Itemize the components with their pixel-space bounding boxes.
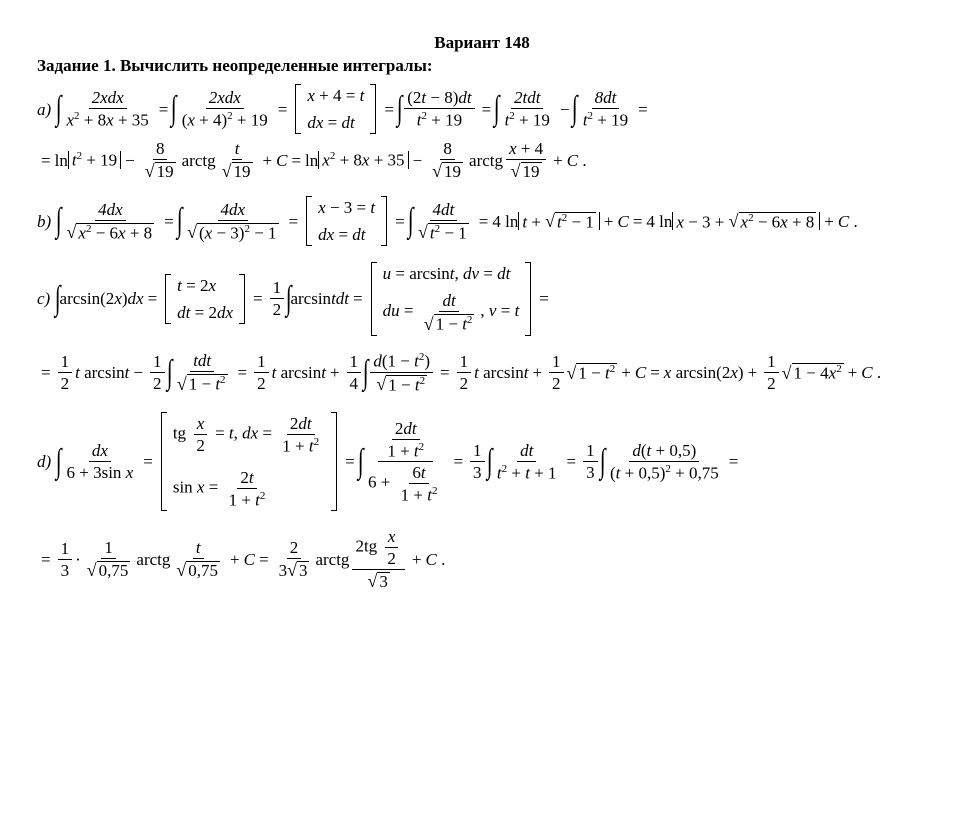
label-b: b)	[37, 211, 52, 231]
page-title: Вариант 148	[434, 33, 530, 52]
label-a: a)	[37, 99, 52, 119]
item-c-line1: c) ∫ arcsin(2 x ) dx = t = 2x dt = 2dx = $\frac{1}{2}$ ∫ arcsin tdt = u = arcsint, dv = dt du = dt √ $1 - t^2$ , v = t =	[37, 264, 549, 334]
task-heading: Задание 1. Вычислить неопределенные интегралы:	[37, 56, 433, 75]
item-d-line1: d) ∫ $\frac{dx}{\text{6 + 3sin x}}$ = tg $\frac{x}{2}$ = t, dx = $\frac{2dt}{1 + t^2}$ sin x = $\frac{2t}{1 + t^2}$ = ∫ $\frac{2dt}{1 + t^2}$ 6 + $\frac{6t}{1 + t^2}$ = $\frac{1}{3}$ ∫ $\frac{dt}{t^2 + t + 1}$ = $\frac{1}{3}$ ∫ $\frac{d(t + 0,5)}{(t + 0,5)^2 + 0,75}$ =	[37, 414, 739, 510]
item-a-line1: a) ∫ 2xdx $x^2 + 8x + 35$ = ∫ 2xdx $(x + 4)^2 + 19$ = x + 4 = t dx = dt = ∫ $\frac{(2t - 8)dt}{t^2 + 19}$ = ∫ 2tdt $t^2 + 19$ − ∫ $\frac{8dt}{t^2 + 19}$ =	[37, 86, 648, 132]
item-a-line2: = ln $t^2 + 19$ − 8 √ 19 arctg t √ 19 + C = ln $x^2 + 8x + 35$ − 8 √ 19 arctg x + 4 √ 19 + C .	[41, 139, 587, 181]
label-c: c)	[37, 289, 51, 309]
item-d-line2: = $\frac{1}{3}$ · 1 √ 0,75 arctg t √ 0,75 + C = 2 3 √ 3 arctg 2tg $\frac{x}{2}$ √ 3 + C .	[41, 527, 446, 591]
item-b-line: b) ∫ 4dx √ $x^2 - 6x + 8$ = ∫ 4dx √ $(x - 3)^2 - 1$ = x − 3 = t dx = dt = ∫ 4dt √ $t^2 - 1$ = 4 ln t + √ $t^2 - 1$ + C = 4 ln x − 3 + √ $x^2 - 6x + 8$ + C .	[37, 198, 858, 244]
item-c-line2: = $\frac{1}{2}$ t arcsin t − $\frac{1}{2}$ ∫ tdt √ $1 - t^2$ = $\frac{1}{2}$ t arcsin t + $\frac{1}{4}$ ∫ $d(1 - t^2)$ √ $1 - t^2$ = $\frac{1}{2}$ t arcsin t + $\frac{1}{2}$ √ $1 - t^2$ + C = x arcsin(2 x ) + $\frac{1}{2}$ √ $1 - 4x^2$ + C .	[41, 351, 882, 395]
label-d: d)	[37, 452, 52, 472]
